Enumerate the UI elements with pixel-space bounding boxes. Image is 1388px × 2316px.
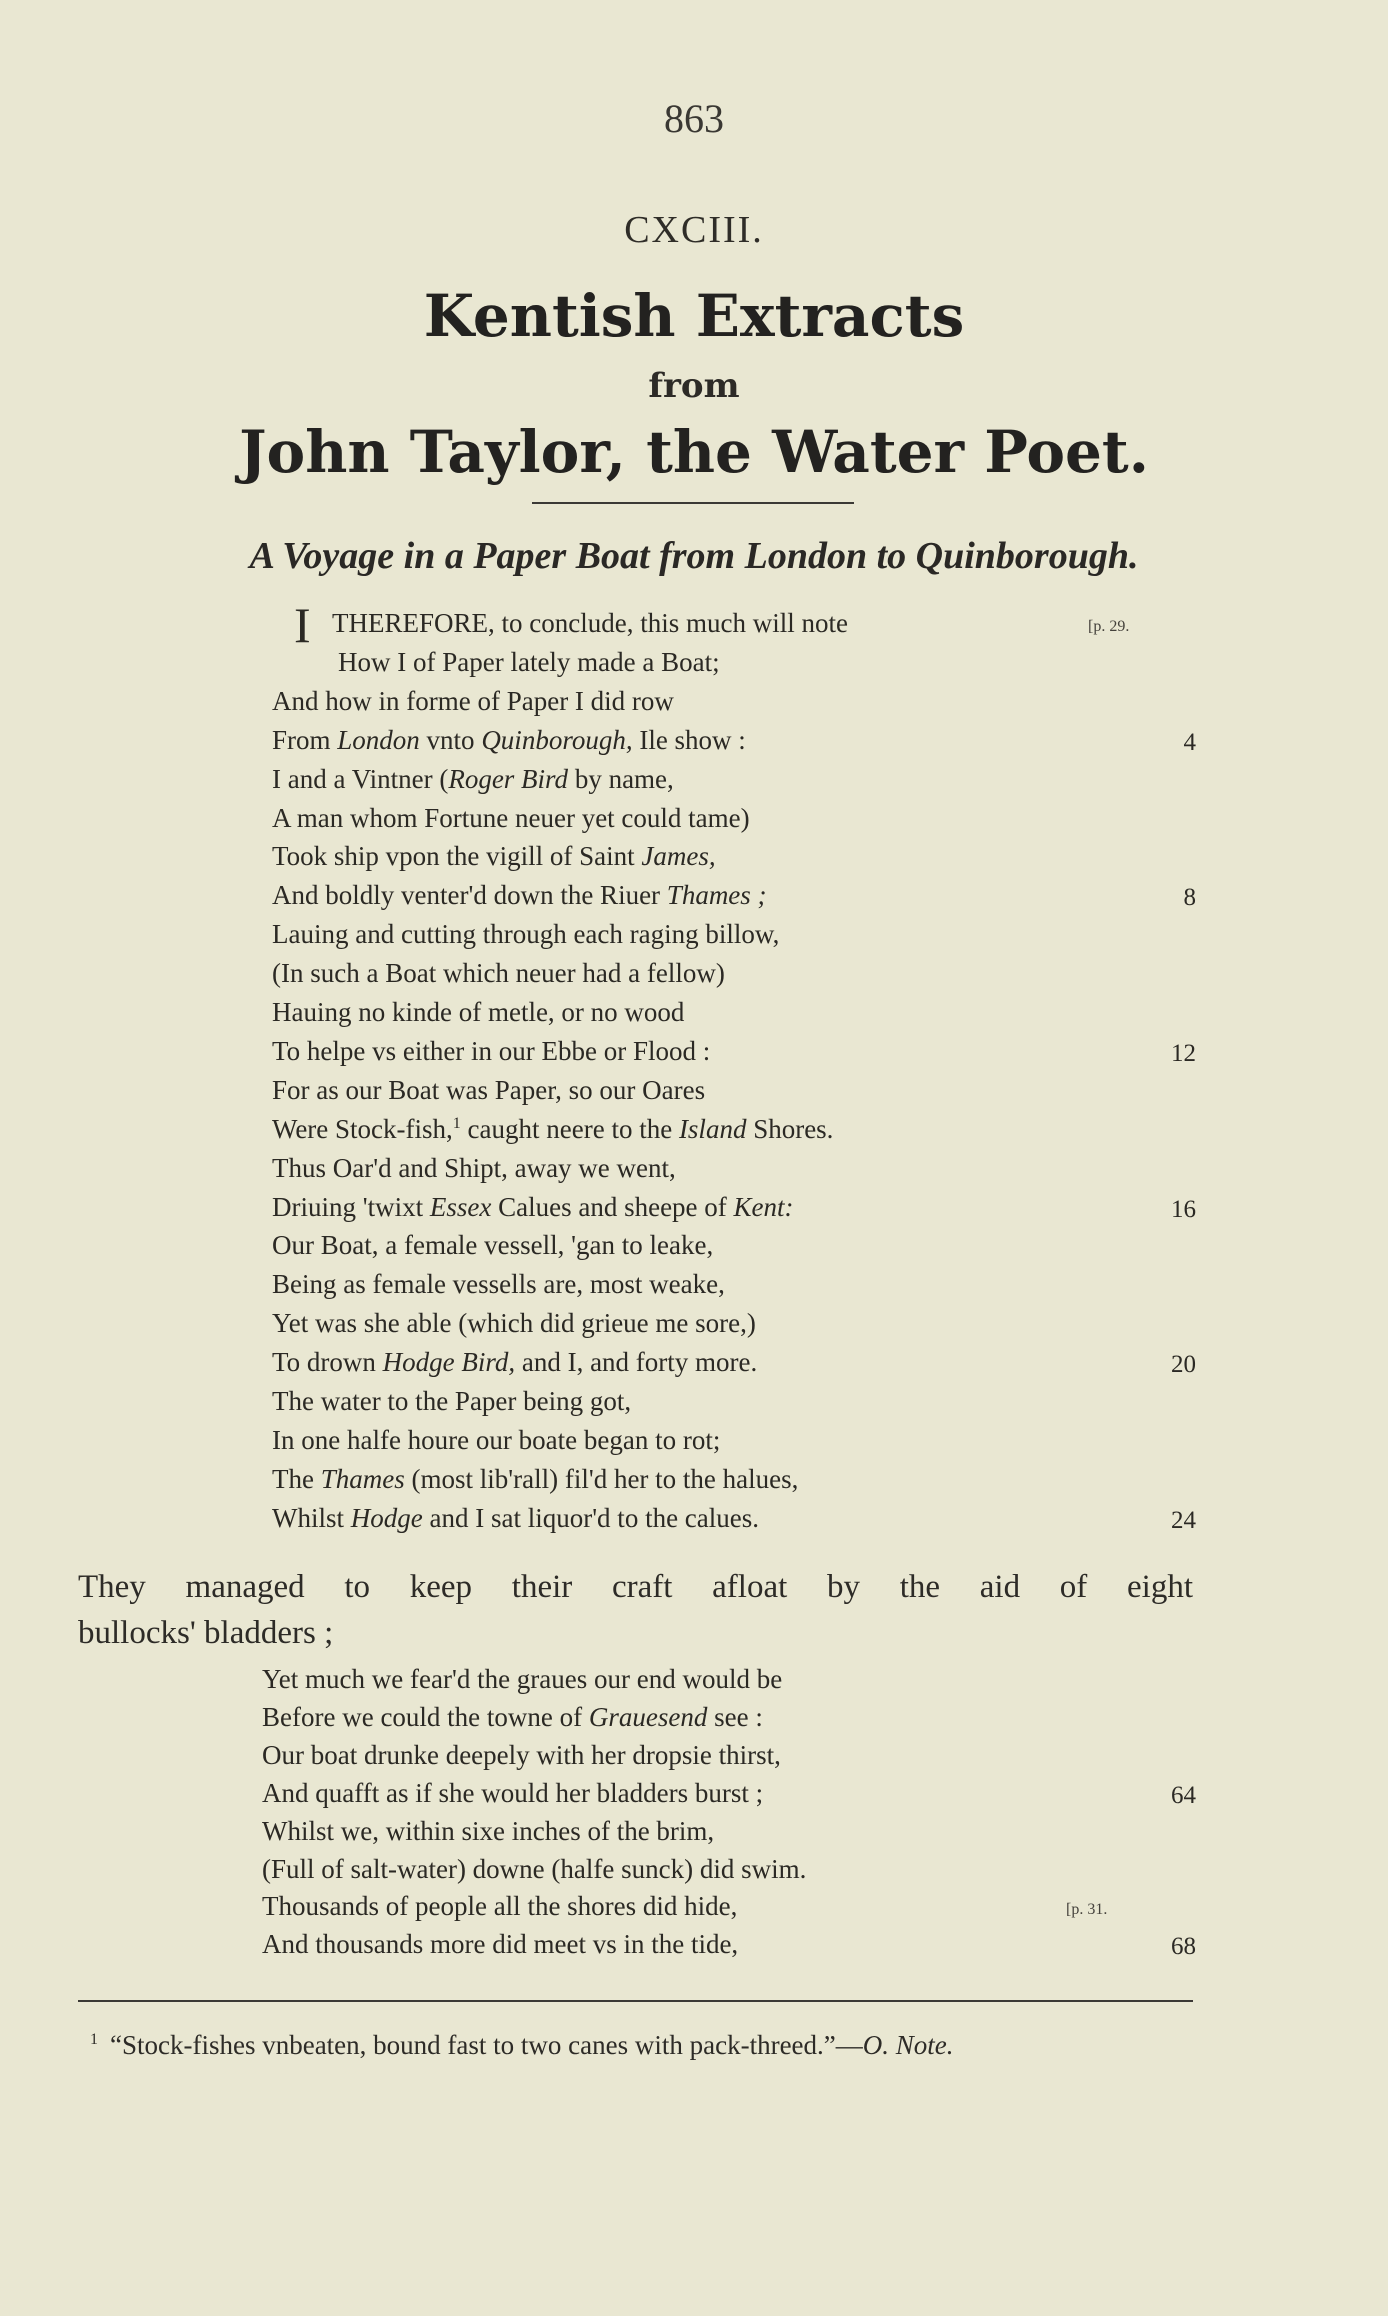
text-segment: Hauing no kinde of metle, or no wood (272, 997, 685, 1027)
text-segment: Whilst (272, 1502, 351, 1533)
text-segment: Thousands of people all the shores did hide, (262, 1891, 738, 1922)
text-segment: The water to the Paper being got, (272, 1386, 632, 1416)
verse-line-text (272, 1230, 713, 1261)
footnote-text: “Stock-fishes vnbeaten, bound fast to two canes with pack-threed.”— (110, 2030, 863, 2060)
chapter-number: CXCIII. (624, 209, 764, 251)
text-segment: Ile show : (632, 724, 746, 755)
footnote (90, 2030, 954, 2061)
text-segment: Our Boat, a female vessell, 'gan to leake, (272, 1230, 714, 1261)
text-segment: In one halfe houre our boate began to rot; (272, 1424, 721, 1455)
title-main: Kentish Extracts (423, 282, 965, 350)
verse-line-text (338, 647, 720, 678)
text-segment: (most lib'rall) fil'd her to the halues, (404, 1463, 799, 1494)
line-number: 4 (1183, 728, 1196, 756)
text-segment: From (272, 724, 338, 755)
text-segment: and I, and forty more. (515, 1347, 758, 1378)
verse-line-text (272, 725, 746, 756)
verse-line-text (262, 1816, 714, 1847)
text-segment: Yet was she able (which did grieue me sore,) (272, 1308, 756, 1339)
line-number: 68 (1171, 1933, 1196, 1961)
prose-line: They managed to keep their craft afloat by the aid of eight (78, 1569, 1193, 1605)
text-segment: by name, (568, 763, 674, 794)
verse-line-text (272, 919, 779, 950)
verse-line-text (272, 997, 684, 1028)
text-segment: and I sat liquor'd to the calues. (422, 1502, 760, 1533)
line-number: 20 (1171, 1351, 1196, 1379)
italic-text: Island (678, 1113, 747, 1144)
line-number: 64 (1171, 1781, 1196, 1809)
italic-text: Essex (429, 1191, 492, 1222)
text-segment: For as our Boat was Paper, so our Oares (272, 1074, 706, 1105)
text-segment: (Full of salt-water) downe (halfe sunck) did swim. (262, 1853, 807, 1884)
verse-line-text (272, 803, 750, 834)
verse-line-text (272, 764, 674, 795)
prose-line: bullocks' bladders ; (78, 1615, 334, 1651)
text-segment: Being as female vessells are, most weake, (272, 1269, 725, 1300)
title-from: from (648, 366, 740, 406)
text-segment: vnto (419, 724, 482, 755)
italic-text: Roger Bird (448, 763, 569, 794)
verse-line-text (272, 1347, 757, 1378)
text-segment: Whilst we, within sixe inches of the brim, (262, 1815, 715, 1846)
text-segment: And how in forme of Paper I did row (272, 685, 674, 716)
verse-line-text (272, 1114, 833, 1145)
italic-text: Kent: (733, 1191, 794, 1222)
text-segment: Our boat drunke deepely with her dropsie thirst, (262, 1739, 781, 1770)
text-segment: The (272, 1463, 321, 1494)
verse-line-text (272, 1075, 705, 1106)
verse-line-text (272, 1386, 631, 1417)
text-segment: Were Stock-fish, (272, 1113, 453, 1144)
line-number: 16 (1171, 1195, 1196, 1223)
verse-line-text (262, 1740, 781, 1771)
text-segment: To helpe vs either in our Ebbe or Flood : (272, 1035, 711, 1066)
italic-text: Thames (320, 1463, 405, 1494)
line-number: 8 (1183, 884, 1196, 912)
text-segment: Took ship vpon the vigill of Saint (272, 841, 642, 872)
text-segment: Shores. (746, 1113, 834, 1144)
text-segment: Thus Oar'd and Shipt, away we went, (272, 1152, 676, 1183)
verse-line-text (272, 958, 725, 989)
text-segment: THEREFORE, to conclude, this much will note (332, 608, 848, 638)
italic-text: Hodge (350, 1502, 423, 1533)
text-segment: And thousands more did meet vs in the tide, (262, 1929, 739, 1960)
footnote-source: O. Note. (862, 2030, 954, 2060)
verse-line-text (272, 1153, 676, 1184)
verse-line-text (262, 1854, 806, 1885)
line-number: 24 (1171, 1506, 1196, 1534)
page-reference: [p. 29. (1088, 618, 1130, 635)
text-segment: Before we could the towne of (262, 1701, 589, 1732)
text-segment: I and a Vintner ( (272, 763, 449, 794)
prose-paragraph (78, 1564, 1193, 1656)
text-segment: A man whom Fortune neuer yet could tame) (272, 802, 750, 833)
verse-line-text (262, 1891, 737, 1922)
verse-line-text (272, 1503, 759, 1534)
italic-text: Quinborough, (481, 724, 633, 755)
verse-line-text (272, 1192, 794, 1223)
text-segment: Driuing 'twixt (272, 1191, 430, 1222)
text-segment: And boldly venter'd down the Riuer (272, 880, 667, 911)
footnote-reference: 1 (452, 1114, 461, 1132)
verse-line-text (262, 1702, 763, 1733)
text-segment: To drown (272, 1347, 383, 1378)
italic-text: James, (641, 841, 716, 872)
verse-line-text (272, 1464, 798, 1495)
verse-line-text (272, 841, 716, 872)
verse-line-text (272, 1269, 725, 1300)
italic-text: Hodge Bird, (382, 1347, 516, 1378)
section-heading: A Voyage in a Paper Boat from London to Quinborough. (249, 535, 1139, 577)
verse-line-text (262, 1929, 738, 1960)
footnote-rule (78, 2000, 1193, 2002)
text-segment: Lauing and cutting through each raging billow, (272, 919, 780, 950)
text-segment: How I of Paper lately made a Boat; (338, 646, 720, 677)
text-segment: And quafft as if she would her bladders burst ; (262, 1777, 764, 1808)
verse-line-text (262, 1778, 763, 1809)
italic-text: London (337, 724, 420, 755)
page-number: 863 (664, 96, 724, 141)
footnote-marker: 1 (90, 2031, 98, 2048)
verse-line-text (272, 1036, 710, 1067)
verse-line-text (272, 1425, 720, 1456)
verse-line-text (272, 686, 674, 717)
title-sub: John Taylor, the Water Poet. (239, 418, 1149, 486)
italic-text: Thames ; (666, 880, 767, 911)
verse-line-text (262, 1664, 782, 1695)
drop-cap: I (294, 597, 311, 653)
page-reference: [p. 31. (1066, 1901, 1108, 1919)
italic-text: Grauesend (588, 1701, 708, 1732)
verse-line-text (294, 597, 848, 653)
verse-line-text (272, 1308, 756, 1339)
text-segment: Calues and sheepe of (491, 1191, 734, 1222)
text-segment: (In such a Boat which neuer had a fellow) (272, 958, 725, 989)
line-number: 12 (1171, 1039, 1196, 1067)
text-segment: caught neere to the (460, 1113, 679, 1144)
text-segment: Yet much we fear'd the graues our end would be (262, 1664, 783, 1694)
verse-line-text (272, 880, 767, 911)
text-segment: see : (707, 1701, 763, 1732)
